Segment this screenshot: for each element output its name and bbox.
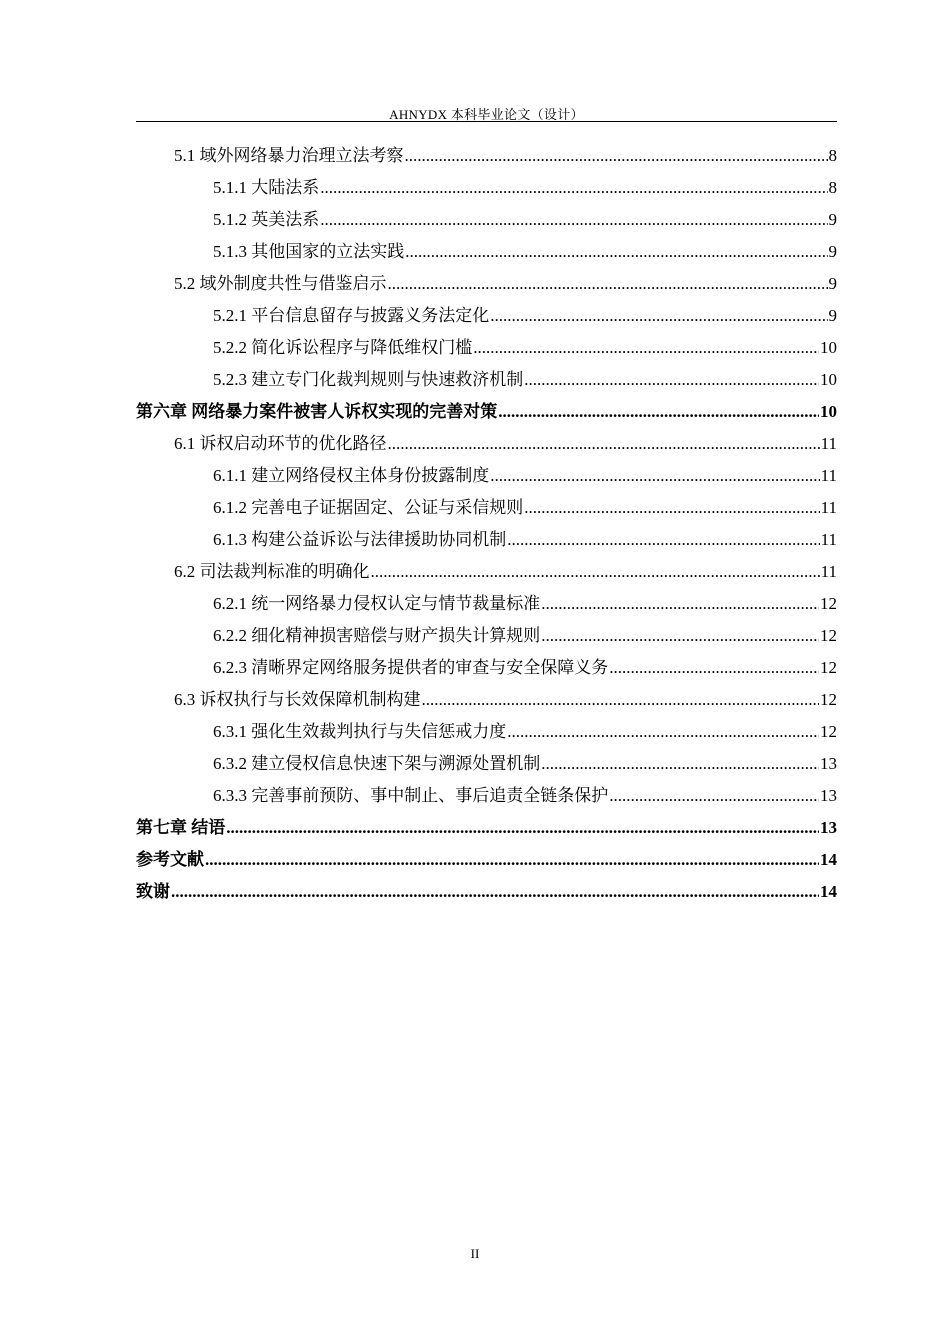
toc-entry[interactable] (136, 716, 837, 748)
dot-leader (524, 492, 819, 524)
page-number: II (470, 1246, 480, 1261)
dot-leader (507, 524, 819, 556)
dot-leader (388, 428, 820, 460)
toc-entry[interactable] (136, 172, 837, 204)
toc-entry[interactable] (136, 364, 837, 396)
toc-entry[interactable] (136, 300, 837, 332)
table-of-contents (136, 140, 837, 908)
toc-entry[interactable] (136, 652, 837, 684)
toc-entry-page: 13 (820, 754, 837, 773)
toc-entry-page: 10 (820, 338, 837, 357)
toc-entry-page: 10 (820, 402, 837, 421)
toc-entry-title: 5.2.1 平台信息留存与披露义务法定化 (213, 306, 490, 325)
toc-entry-title: 6.2.2 细化精神损害赔偿与财产损失计算规则 (213, 626, 541, 645)
toc-entry[interactable] (136, 684, 837, 716)
toc-entry[interactable] (136, 812, 837, 844)
toc-entry-page: 12 (820, 690, 837, 709)
toc-entry-page: 9 (828, 274, 837, 293)
toc-entry-title: 6.3.3 完善事前预防、事中制止、事后追责全链条保护 (213, 786, 609, 805)
toc-entry-title: 6.1.1 建立网络侵权主体身份披露制度 (213, 466, 490, 485)
dot-leader (405, 236, 827, 268)
toc-entry[interactable] (136, 140, 837, 172)
toc-entry-page: 8 (828, 178, 837, 197)
toc-entry[interactable] (136, 524, 837, 556)
toc-entry-page: 11 (820, 434, 837, 453)
toc-entry-page: 11 (820, 530, 837, 549)
toc-entry-title: 6.2 司法裁判标准的明确化 (174, 562, 370, 581)
dot-leader (473, 332, 819, 364)
toc-entry-page: 9 (828, 242, 837, 261)
toc-entry-title: 6.1 诉权启动环节的优化路径 (174, 434, 387, 453)
dot-leader (490, 300, 827, 332)
toc-entry-title: 6.2.1 统一网络暴力侵权认定与情节裁量标准 (213, 594, 541, 613)
dot-leader (498, 396, 819, 428)
toc-entry-title: 5.2.2 简化诉讼程序与降低维权门槛 (213, 338, 473, 357)
toc-entry-page: 12 (820, 658, 837, 677)
toc-entry-title: 5.1.2 英美法系 (213, 210, 320, 229)
toc-entry-title: 致谢 (136, 882, 170, 901)
dot-leader (541, 620, 819, 652)
toc-entry-title: 6.1.3 构建公益诉讼与法律援助协同机制 (213, 530, 507, 549)
dot-leader (541, 748, 819, 780)
header-rule (136, 121, 837, 122)
toc-entry[interactable] (136, 268, 837, 300)
dot-leader (320, 172, 827, 204)
dot-leader (422, 684, 820, 716)
toc-entry-page: 13 (820, 786, 837, 805)
toc-entry-page: 9 (828, 210, 837, 229)
toc-entry[interactable] (136, 748, 837, 780)
dot-leader (609, 780, 819, 812)
toc-entry[interactable] (136, 844, 837, 876)
toc-entry[interactable] (136, 780, 837, 812)
dot-leader (609, 652, 819, 684)
toc-entry-title: 第六章 网络暴力案件被害人诉权实现的完善对策 (136, 402, 498, 421)
toc-entry-title: 6.3.2 建立侵权信息快速下架与溯源处置机制 (213, 754, 541, 773)
toc-entry[interactable] (136, 588, 837, 620)
dot-leader (507, 716, 819, 748)
toc-entry-title: 5.1 域外网络暴力治理立法考察 (174, 146, 404, 165)
dot-leader (171, 876, 819, 908)
toc-entry-page: 10 (820, 370, 837, 389)
toc-entry-page: 11 (820, 498, 837, 517)
toc-entry-page: 11 (820, 562, 837, 581)
dot-leader (320, 204, 827, 236)
toc-entry-page: 8 (828, 146, 837, 165)
toc-entry-title: 5.2 域外制度共性与借鉴启示 (174, 274, 387, 293)
toc-entry-title: 5.2.3 建立专门化裁判规则与快速救济机制 (213, 370, 524, 389)
toc-entry-page: 14 (820, 850, 837, 869)
dot-leader (490, 460, 819, 492)
toc-entry-title: 6.3 诉权执行与长效保障机制构建 (174, 690, 421, 709)
toc-entry-page: 11 (820, 466, 837, 485)
toc-entry[interactable] (136, 204, 837, 236)
toc-entry[interactable] (136, 556, 837, 588)
toc-entry[interactable] (136, 620, 837, 652)
dot-leader (388, 268, 828, 300)
toc-entry-title: 6.2.3 清晰界定网络服务提供者的审查与安全保障义务 (213, 658, 609, 677)
toc-entry-page: 12 (820, 594, 837, 613)
dot-leader (524, 364, 819, 396)
toc-entry-title: 5.1.1 大陆法系 (213, 178, 320, 197)
toc-entry-title: 参考文献 (136, 850, 204, 869)
toc-entry-title: 6.3.1 强化生效裁判执行与失信惩戒力度 (213, 722, 507, 741)
dot-leader (371, 556, 820, 588)
toc-entry[interactable] (136, 876, 837, 908)
toc-entry[interactable] (136, 428, 837, 460)
running-header: AHNYDX 本科毕业论文（设计） (389, 107, 584, 122)
toc-entry-page: 13 (820, 818, 837, 837)
toc-entry[interactable] (136, 236, 837, 268)
toc-entry[interactable] (136, 396, 837, 428)
toc-entry-title: 5.1.3 其他国家的立法实践 (213, 242, 405, 261)
dot-leader (226, 812, 819, 844)
toc-entry-page: 14 (820, 882, 837, 901)
dot-leader (541, 588, 819, 620)
toc-entry-page: 12 (820, 722, 837, 741)
dot-leader (205, 844, 819, 876)
toc-entry-page: 9 (828, 306, 837, 325)
toc-entry[interactable] (136, 492, 837, 524)
toc-entry[interactable] (136, 460, 837, 492)
toc-entry-title: 第七章 结语 (136, 818, 226, 837)
toc-entry-title: 6.1.2 完善电子证据固定、公证与采信规则 (213, 498, 524, 517)
toc-entry[interactable] (136, 332, 837, 364)
toc-entry-page: 12 (820, 626, 837, 645)
dot-leader (405, 140, 828, 172)
